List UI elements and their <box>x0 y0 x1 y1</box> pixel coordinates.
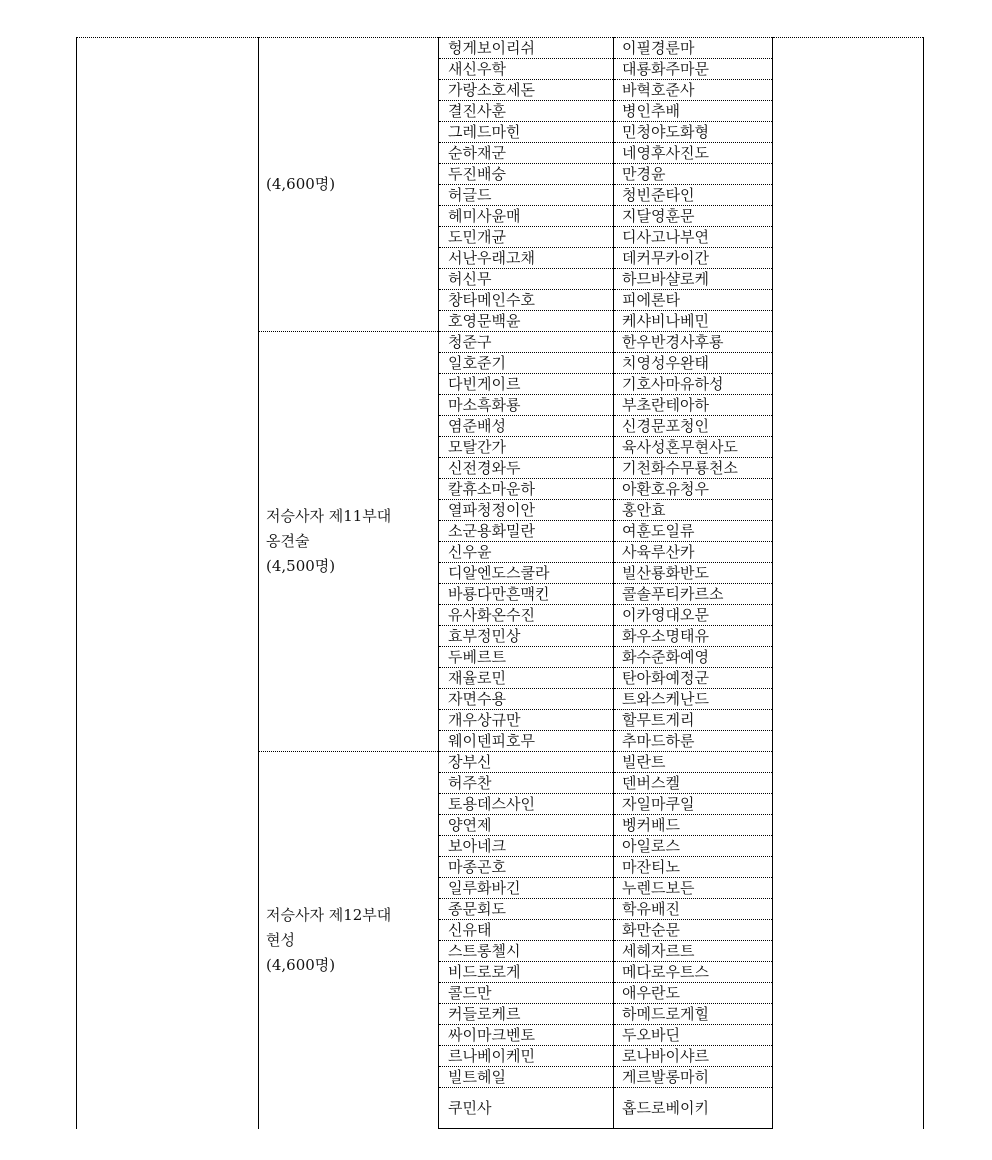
member-name-cell-a <box>439 101 614 122</box>
member-name: 두베르트 <box>448 648 506 666</box>
member-name: 마종곤호 <box>448 858 506 876</box>
member-name: 모탈간가 <box>448 438 506 456</box>
member-name: 결진사훈 <box>448 102 506 120</box>
unit-label-line: 옹견술 <box>266 532 310 550</box>
member-name-cell-b <box>614 773 773 794</box>
member-name: 양연제 <box>448 816 492 834</box>
member-name-cell-a <box>439 290 614 311</box>
member-name-cell-a <box>439 185 614 206</box>
member-name: 커들로케르 <box>448 1005 521 1023</box>
member-name: 애우란도 <box>622 984 680 1002</box>
member-name: 토용데스사인 <box>448 795 535 813</box>
member-name-cell-b <box>614 983 773 1004</box>
member-name: 육사성혼무현사도 <box>622 438 738 456</box>
member-name: 바룡다만흔맥킨 <box>448 585 550 603</box>
unit-cell <box>259 752 439 1129</box>
member-name-cell-a <box>439 227 614 248</box>
roster-table <box>76 37 924 1129</box>
member-name-cell-b <box>614 269 773 290</box>
member-name: 쿠민사 <box>448 1099 492 1117</box>
member-name-cell-b <box>614 437 773 458</box>
member-name-cell-a <box>439 542 614 563</box>
unit-label-line: (4,600명) <box>266 175 336 193</box>
member-name: 만경윤 <box>622 165 666 183</box>
member-name: 신경문포청인 <box>622 417 709 435</box>
member-name-cell-a <box>439 626 614 647</box>
member-name: 신유태 <box>448 921 492 939</box>
member-name: 허주찬 <box>448 774 492 792</box>
member-name-cell-a <box>439 710 614 731</box>
member-name-cell-b <box>614 962 773 983</box>
member-name: 보아네크 <box>448 837 506 855</box>
member-name-cell-a <box>439 479 614 500</box>
unit-label-line: 저승사자 제11부대 <box>266 507 392 525</box>
member-name-cell-a <box>439 815 614 836</box>
member-name: 여훈도일류 <box>622 522 695 540</box>
member-name-cell-a <box>439 605 614 626</box>
member-name: 게르발롱마히 <box>622 1068 709 1086</box>
member-name: 아환호유청우 <box>622 480 709 498</box>
member-name: 르나베이케민 <box>448 1047 535 1065</box>
member-name: 할무트게리 <box>622 711 695 729</box>
member-name-cell-a <box>439 395 614 416</box>
member-name: 치영성우완태 <box>622 354 709 372</box>
member-name: 메다로우트스 <box>622 963 709 981</box>
member-name: 가랑소호세돈 <box>448 81 535 99</box>
member-name: 덴버스켈 <box>622 774 680 792</box>
member-name: 화만순문 <box>622 921 680 939</box>
member-name-cell-b <box>614 395 773 416</box>
member-name-cell-b <box>614 1004 773 1025</box>
member-name-cell-b <box>614 836 773 857</box>
member-name-cell-a <box>439 962 614 983</box>
member-name-cell-a <box>439 353 614 374</box>
member-name: 디사고나부연 <box>622 228 709 246</box>
member-name-cell-b <box>614 521 773 542</box>
member-name: 데커무카이간 <box>622 249 709 267</box>
table-row <box>77 38 924 59</box>
member-name-cell-a <box>439 311 614 332</box>
member-name: 빌란트 <box>622 753 666 771</box>
member-name: 일호준기 <box>448 354 506 372</box>
member-name: 홍안효 <box>622 501 666 519</box>
member-name: 학유배진 <box>622 900 680 918</box>
member-name: 헝게보이리쉬 <box>448 39 535 57</box>
member-name-cell-a <box>439 752 614 773</box>
member-name-cell-b <box>614 794 773 815</box>
member-name-cell-a <box>439 794 614 815</box>
member-name-cell-a <box>439 668 614 689</box>
member-name-cell-a <box>439 731 614 752</box>
member-name-cell-b <box>614 710 773 731</box>
member-name-cell-b <box>614 227 773 248</box>
member-name-cell-b <box>614 374 773 395</box>
member-name-cell-a <box>439 563 614 584</box>
member-name: 탄아화예정군 <box>622 669 709 687</box>
member-name: 세헤자르트 <box>622 942 695 960</box>
member-name: 대룡화주마문 <box>622 60 709 78</box>
member-name-cell-b <box>614 731 773 752</box>
member-name: 기호사마유하성 <box>622 375 724 393</box>
member-name: 서난우래고채 <box>448 249 535 267</box>
member-name-cell-b <box>614 626 773 647</box>
member-name-cell-b <box>614 1067 773 1088</box>
member-name-cell-b <box>614 143 773 164</box>
member-name: 누렌드보든 <box>622 879 695 897</box>
member-name-cell-b <box>614 920 773 941</box>
member-name-cell-b <box>614 185 773 206</box>
member-name: 콜솔푸티카르소 <box>622 585 724 603</box>
member-name-cell-b <box>614 584 773 605</box>
member-name: 효부정민상 <box>448 627 521 645</box>
member-name: 아일로스 <box>622 837 680 855</box>
member-name-cell-b <box>614 290 773 311</box>
member-name: 사육루산카 <box>622 543 695 561</box>
member-name: 한우반경사후룡 <box>622 333 724 351</box>
member-name: 바혁호준사 <box>622 81 695 99</box>
member-name-cell-a <box>439 836 614 857</box>
member-name: 호영문백윤 <box>448 312 521 330</box>
unit-label <box>259 903 438 978</box>
member-name-cell-a <box>439 80 614 101</box>
member-name-cell-a <box>439 773 614 794</box>
member-name: 재율로민 <box>448 669 506 687</box>
member-name-cell-b <box>614 857 773 878</box>
member-name: 칼휴소마운하 <box>448 480 535 498</box>
member-name-cell-a <box>439 122 614 143</box>
member-name: 창타메인수호 <box>448 291 535 309</box>
member-name-cell-a <box>439 1088 614 1129</box>
member-name: 종문회도 <box>448 900 506 918</box>
member-name-cell-b <box>614 563 773 584</box>
member-name-cell-b <box>614 1046 773 1067</box>
member-name: 염준배성 <box>448 417 506 435</box>
member-name-cell-a <box>439 1004 614 1025</box>
member-name: 도민개균 <box>448 228 506 246</box>
member-name: 네영후사진도 <box>622 144 709 162</box>
member-name: 빌트헤일 <box>448 1068 506 1086</box>
member-name: 벵커배드 <box>622 816 680 834</box>
unit-label-line: (4,500명) <box>266 557 336 575</box>
member-name: 열파청정이안 <box>448 501 535 519</box>
member-name: 자일마쿠일 <box>622 795 695 813</box>
member-name-cell-a <box>439 1025 614 1046</box>
member-name-cell-a <box>439 983 614 1004</box>
member-name-cell-a <box>439 269 614 290</box>
member-name: 소군용화밀란 <box>448 522 535 540</box>
member-name-cell-b <box>614 647 773 668</box>
member-name: 청빈준타인 <box>622 186 695 204</box>
member-name: 순하재군 <box>448 144 506 162</box>
member-name: 허신무 <box>448 270 492 288</box>
unit-cell <box>259 332 439 752</box>
member-name-cell-b <box>614 605 773 626</box>
unit-label <box>259 172 438 197</box>
member-name: 화수준화예영 <box>622 648 709 666</box>
member-name: 두진배숭 <box>448 165 506 183</box>
member-name: 콜드만 <box>448 984 492 1002</box>
member-name-cell-a <box>439 689 614 710</box>
member-name: 새신우학 <box>448 60 506 78</box>
member-name-cell-b <box>614 248 773 269</box>
member-name: 케샤비나베민 <box>622 312 709 330</box>
member-name-cell-a <box>439 500 614 521</box>
member-name-cell-b <box>614 80 773 101</box>
member-name-cell-b <box>614 878 773 899</box>
member-name-cell-a <box>439 1046 614 1067</box>
member-name: 부초란테아하 <box>622 396 709 414</box>
member-name: 화우소명태유 <box>622 627 709 645</box>
member-name-cell-b <box>614 668 773 689</box>
member-name: 하므바샬로케 <box>622 270 709 288</box>
member-name-cell-a <box>439 248 614 269</box>
member-name-cell-a <box>439 164 614 185</box>
member-name-cell-b <box>614 500 773 521</box>
member-name: 그레드마힌 <box>448 123 521 141</box>
member-name-cell-a <box>439 920 614 941</box>
member-name-cell-a <box>439 878 614 899</box>
member-name-cell-b <box>614 815 773 836</box>
member-name-cell-a <box>439 521 614 542</box>
member-name-cell-b <box>614 1088 773 1129</box>
member-name: 지달영훈문 <box>622 207 695 225</box>
member-name: 트와스케난드 <box>622 690 709 708</box>
member-name-cell-b <box>614 416 773 437</box>
member-name-cell-a <box>439 584 614 605</box>
member-name: 로나바이샤르 <box>622 1047 709 1065</box>
unit-label-line: (4,600명) <box>266 955 336 974</box>
member-name: 스트롱첼시 <box>448 942 521 960</box>
member-name: 추마드하룬 <box>622 732 695 750</box>
member-name-cell-b <box>614 164 773 185</box>
member-name-cell-a <box>439 416 614 437</box>
blank-left-column <box>77 38 259 1129</box>
member-name-cell-b <box>614 752 773 773</box>
member-name: 피에론타 <box>622 291 680 309</box>
member-name-cell-a <box>439 59 614 80</box>
member-name: 하메드로게힐 <box>622 1005 709 1023</box>
member-name: 웨이덴피호무 <box>448 732 535 750</box>
member-name-cell-b <box>614 689 773 710</box>
member-name-cell-a <box>439 899 614 920</box>
member-name-cell-b <box>614 206 773 227</box>
member-name-cell-a <box>439 143 614 164</box>
member-name: 일루화바긴 <box>448 879 521 897</box>
member-name-cell-b <box>614 59 773 80</box>
blank-right-column <box>773 38 924 1129</box>
member-name-cell-a <box>439 458 614 479</box>
member-name: 기천화수무룡천소 <box>622 459 738 477</box>
member-name: 홉드로베이키 <box>622 1099 709 1117</box>
roster-page <box>76 37 922 1147</box>
member-name-cell-b <box>614 1025 773 1046</box>
member-name: 디알엔도스쿨라 <box>448 564 550 582</box>
unit-cell <box>259 38 439 332</box>
member-name: 이카영대오문 <box>622 606 709 624</box>
member-name: 두오바딘 <box>622 1026 680 1044</box>
member-name: 싸이마크벤토 <box>448 1026 535 1044</box>
member-name-cell-b <box>614 38 773 59</box>
member-name: 빌산룡화반도 <box>622 564 709 582</box>
unit-label-line: 저승사자 제12부대 <box>266 905 392 924</box>
member-name-cell-a <box>439 437 614 458</box>
member-name: 비드로로게 <box>448 963 521 981</box>
member-name: 마잔티노 <box>622 858 680 876</box>
member-name-cell-b <box>614 122 773 143</box>
member-name: 마소흑화룡 <box>448 396 521 414</box>
member-name: 청준구 <box>448 333 492 351</box>
member-name-cell-b <box>614 101 773 122</box>
member-name: 자면수용 <box>448 690 506 708</box>
member-name-cell-b <box>614 479 773 500</box>
member-name-cell-a <box>439 206 614 227</box>
member-name: 헤미사윤매 <box>448 207 521 225</box>
member-name: 허글드 <box>448 186 492 204</box>
member-name-cell-a <box>439 1067 614 1088</box>
member-name: 다빈게이르 <box>448 375 521 393</box>
member-name-cell-a <box>439 374 614 395</box>
unit-label-line: 현성 <box>266 930 295 949</box>
member-name: 병인추배 <box>622 102 680 120</box>
member-name: 신전경와두 <box>448 459 521 477</box>
member-name-cell-b <box>614 332 773 353</box>
member-name-cell-b <box>614 899 773 920</box>
member-name-cell-a <box>439 941 614 962</box>
member-name-cell-a <box>439 857 614 878</box>
unit-label <box>259 504 438 579</box>
member-name-cell-b <box>614 941 773 962</box>
member-name: 유사화온수진 <box>448 606 535 624</box>
member-name-cell-b <box>614 542 773 563</box>
member-name: 장부신 <box>448 753 492 771</box>
member-name-cell-b <box>614 311 773 332</box>
member-name-cell-a <box>439 38 614 59</box>
member-name-cell-a <box>439 647 614 668</box>
member-name-cell-a <box>439 332 614 353</box>
member-name-cell-b <box>614 353 773 374</box>
member-name: 개우상규만 <box>448 711 521 729</box>
member-name: 이필경룬마 <box>622 39 695 57</box>
member-name: 민청야도화형 <box>622 123 709 141</box>
member-name-cell-b <box>614 458 773 479</box>
member-name: 신우윤 <box>448 543 492 561</box>
